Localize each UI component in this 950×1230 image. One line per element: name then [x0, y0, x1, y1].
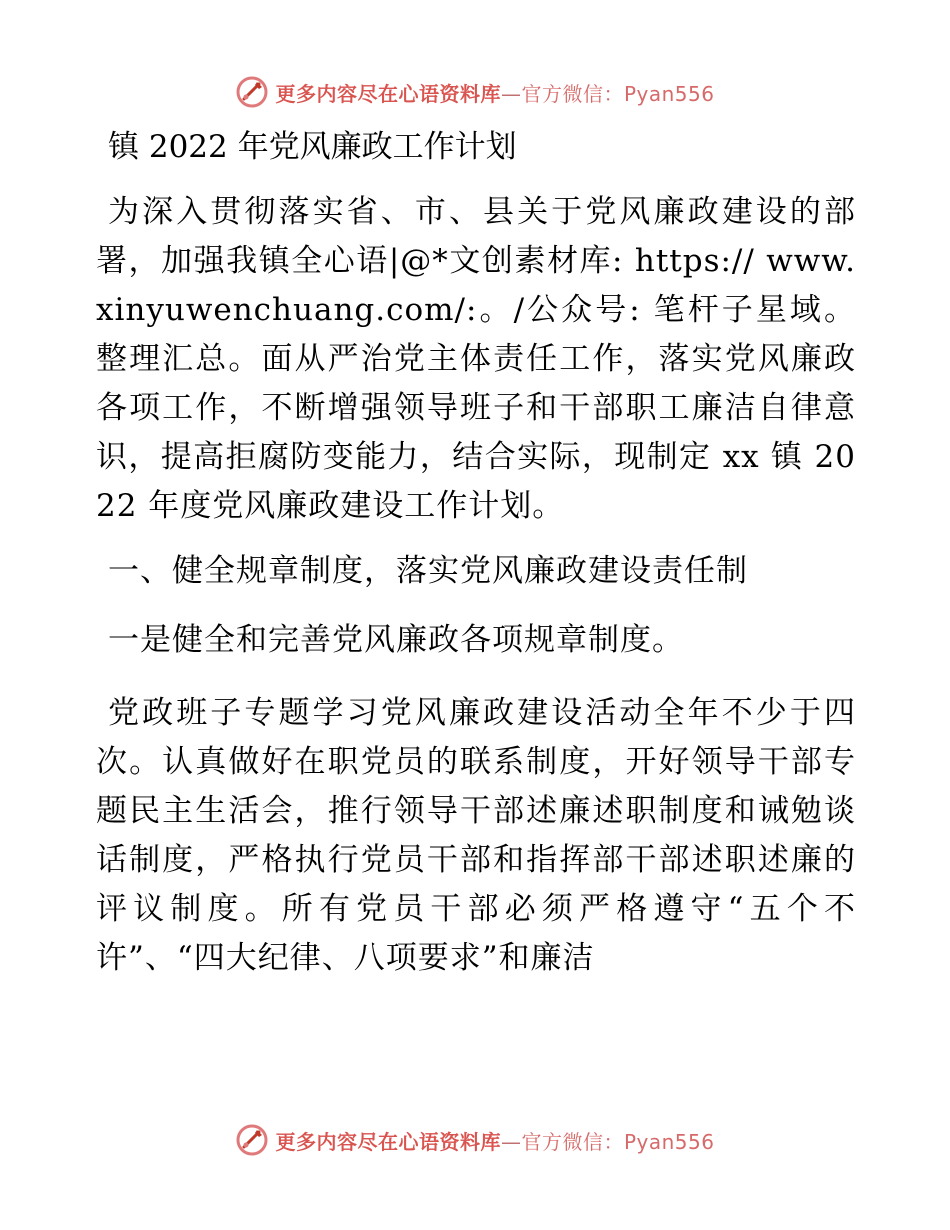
footer-watermark-banner	[0, 1120, 950, 1160]
footer-watermark-wechat: 官方微信：Pyan556	[521, 1129, 715, 1154]
footer-watermark-text	[275, 1126, 714, 1155]
header-watermark-text	[275, 78, 714, 107]
brand-logo-icon	[235, 1123, 269, 1157]
header-watermark-wechat: 官方微信：Pyan556	[521, 81, 715, 106]
footer-watermark-main: 更多内容尽在心语资料库	[275, 1129, 501, 1154]
section-subheading-1: 一是健全和完善党风廉政各项规章制度。	[108, 622, 684, 658]
document-title: 镇 2022 年党风廉政工作计划	[108, 129, 517, 165]
brand-logo-icon	[235, 75, 269, 109]
header-watermark-separator: —	[500, 81, 522, 106]
intro-paragraph: 为深入贯彻落实省、市、县关于党风廉政建设的部署，加强我镇全心语|@*文创素材库: https:// www.xinyuwenchuang.com/:。/公众号: 笔杆子星域。整理汇总。面从严治党主体责任工作，落实党风廉政各项工作，不断增强领导班子和干部职工廉洁自律意识，提高拒腐防变能力，结合实际，现制定 xx 镇 2022 年度党风廉政建设工作计划。	[96, 194, 856, 524]
section-heading-1: 一、健全规章制度，落实党风廉政建设责任制	[108, 553, 748, 589]
body-paragraph-2: 党政班子专题学习党风廉政建设活动全年不少于四次。认真做好在职党员的联系制度，开好领导干部专题民主生活会，推行领导干部述廉述职制度和诫勉谈话制度，严格执行党员干部和指挥部干部述职述廉的评议制度。所有党员干部必须严格遵守“五个不许”、“四大纪律、八项要求”和廉洁	[96, 695, 856, 976]
document-body	[96, 120, 856, 983]
footer-watermark-separator: —	[500, 1129, 522, 1154]
header-watermark-banner	[0, 72, 950, 112]
header-watermark-main: 更多内容尽在心语资料库	[275, 81, 501, 106]
